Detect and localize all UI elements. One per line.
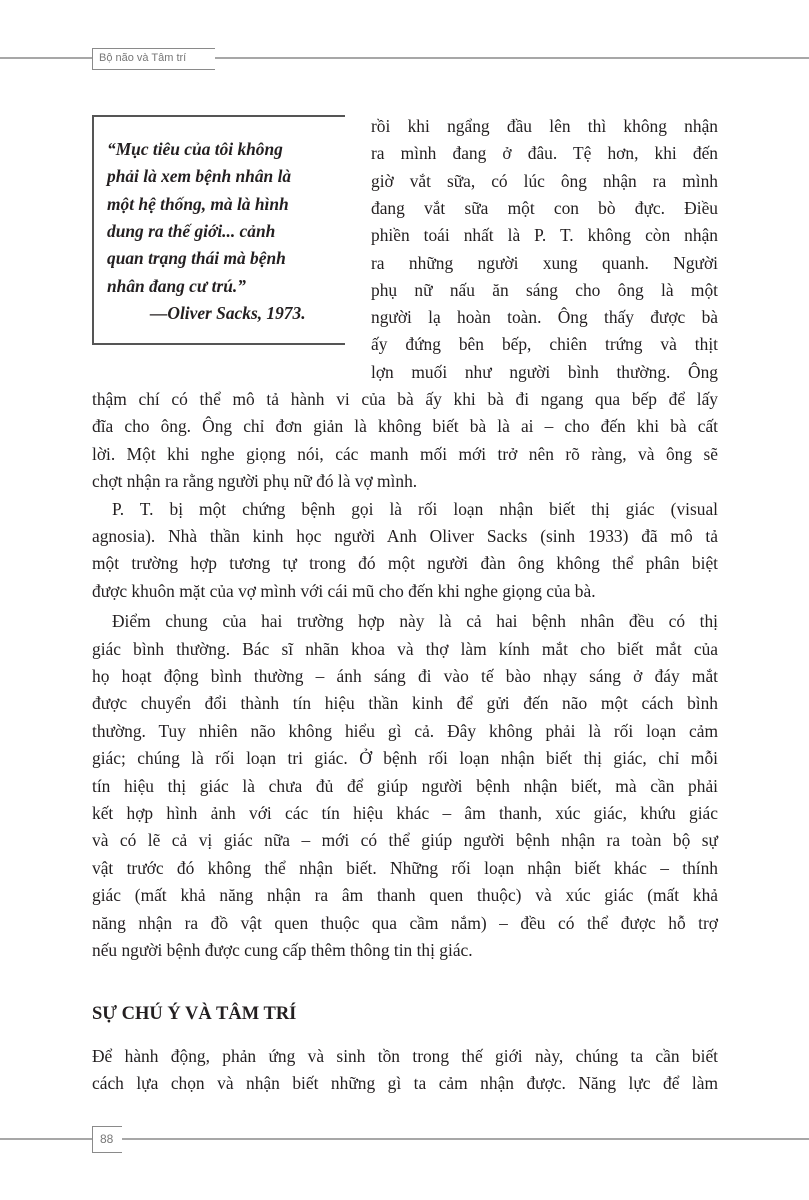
- text-line: được khuôn mặt của vợ mình với cái mũ cho đến khi nghe giọng của bà.: [92, 580, 596, 601]
- text-line: kết hợp hình ảnh với các tín hiệu khác – âm thanh, xúc giác, khứu giác: [92, 803, 718, 823]
- text-line: Để hành động, phản ứng và sinh tồn trong thế giới này, chúng ta cần biết: [92, 1046, 718, 1066]
- text-line: lợn muối như người bình thường. Ông: [371, 361, 718, 382]
- quote-line: phải là xem bệnh nhân là: [107, 166, 292, 187]
- text-line: phiền toái nhất là P. T. không còn nhận: [371, 225, 718, 246]
- quote-attribution: —Oliver Sacks, 1973.: [150, 303, 306, 323]
- text-line: ra những người xung quanh. Người: [371, 252, 718, 273]
- text-line: thậm chí có thể mô tả hành vi của bà ấy khi bà đi ngang qua bếp để lấy: [92, 389, 718, 409]
- page-number-box: [92, 1126, 122, 1153]
- running-title-box: [92, 48, 215, 70]
- text-line: ấy đứng bên bếp, chiên trứng và thịt: [371, 334, 718, 355]
- running-title: Bộ não và Tâm trí: [99, 52, 187, 64]
- text-line: cách lựa chọn và nhận biết những gì ta cảm nhận được. Năng lực để làm: [92, 1073, 718, 1094]
- text-line: lời. Một khi nghe giọng nói, các manh mối mới trở nên rõ ràng, và ông sẽ: [92, 443, 718, 464]
- header-rule-left: [0, 57, 92, 59]
- text-line: vật trước đó không thể nhận biết. Những rối loạn nhận biết khác – thính: [92, 857, 718, 878]
- text-line: một trường hợp tương tự trong đó một người đàn ông không thể phân biệt: [92, 553, 718, 574]
- quote-line: nhân đang cư trú.”: [107, 275, 246, 296]
- text-line: rồi khi ngẩng đầu lên thì không nhận: [371, 116, 718, 136]
- text-line: chợt nhận ra rằng người phụ nữ đó là vợ mình.: [92, 471, 418, 492]
- text-line: người lạ hoàn toàn. Ông thấy được bà: [371, 307, 718, 328]
- text-line: tín hiệu thị giác là chưa đủ để giúp người bệnh nhận biết, mà cần phải: [92, 775, 718, 796]
- quote-line: “Mục tiêu của tôi không: [107, 139, 283, 159]
- text-line: Điểm chung của hai trường hợp này là cả hai bệnh nhân đều có thị: [112, 611, 718, 632]
- footer-rule-right: [122, 1138, 809, 1140]
- section-heading: SỰ CHÚ Ý VÀ TÂM TRÍ: [92, 1004, 297, 1024]
- text-line: đang vắt sữa một con bò đực. Điều: [371, 197, 718, 218]
- header-rule-right: [215, 57, 809, 59]
- page-number: 88: [100, 1132, 114, 1146]
- footer-rule-left: [0, 1138, 92, 1140]
- text-line: giác bình thường. Bác sĩ nhãn khoa và thợ làm kính mắt cho biết mắt của: [92, 638, 718, 659]
- text-line: P. T. bị một chứng bệnh gọi là rối loạn nhận biết thị giác (visual: [112, 498, 718, 519]
- text-line: giác (mất khả năng nhận ra âm thanh quen thuộc) và xúc giác (mất khả: [92, 885, 718, 906]
- text-line: nếu người bệnh được cung cấp thêm thông tin thị giác.: [92, 940, 473, 960]
- quote-line: một hệ thống, mà là hình: [107, 193, 289, 214]
- text-line: đĩa cho ông. Ông chỉ đơn giản là không biết bà là ai – cho đến khi bà cất: [92, 416, 718, 437]
- text-line: được chuyển đổi thành tín hiệu thần kinh để gửi đến não một cách bình: [92, 693, 718, 714]
- text-line: ra mình đang ở đâu. Tệ hơn, khi đến: [371, 143, 718, 164]
- quote-line: dung ra thế giới... cảnh: [107, 220, 276, 241]
- text-line: phụ nữ nấu ăn sáng cho ông là một: [371, 279, 718, 300]
- text-line: giờ vắt sữa, có lúc ông nhận ra mình: [371, 170, 718, 191]
- text-line: họ hoạt động bình thường – ánh sáng đi vào tế bào nhạy sáng ở đáy mắt: [92, 666, 718, 686]
- quote-line: quan trạng thái mà bệnh: [107, 248, 286, 269]
- text-line: và có lẽ cả vị giác nữa – mới có thể giúp người bệnh nhận ra toàn bộ sự: [92, 830, 718, 851]
- text-line: năng nhận ra đồ vật quen thuộc qua cầm nắm) – đều có thể được hỗ trợ: [92, 912, 718, 933]
- text-line: agnosia). Nhà thần kinh học người Anh Oliver Sacks (sinh 1933) đã mô tả: [92, 526, 718, 546]
- text-line: giác; chúng là rối loạn tri giác. Ở bệnh rối loạn nhận biết thị giác, chỉ mỗi: [92, 748, 718, 769]
- text-line: thường. Tuy nhiên não không hiểu gì cả. Đây không phải là rối loạn cảm: [92, 720, 718, 741]
